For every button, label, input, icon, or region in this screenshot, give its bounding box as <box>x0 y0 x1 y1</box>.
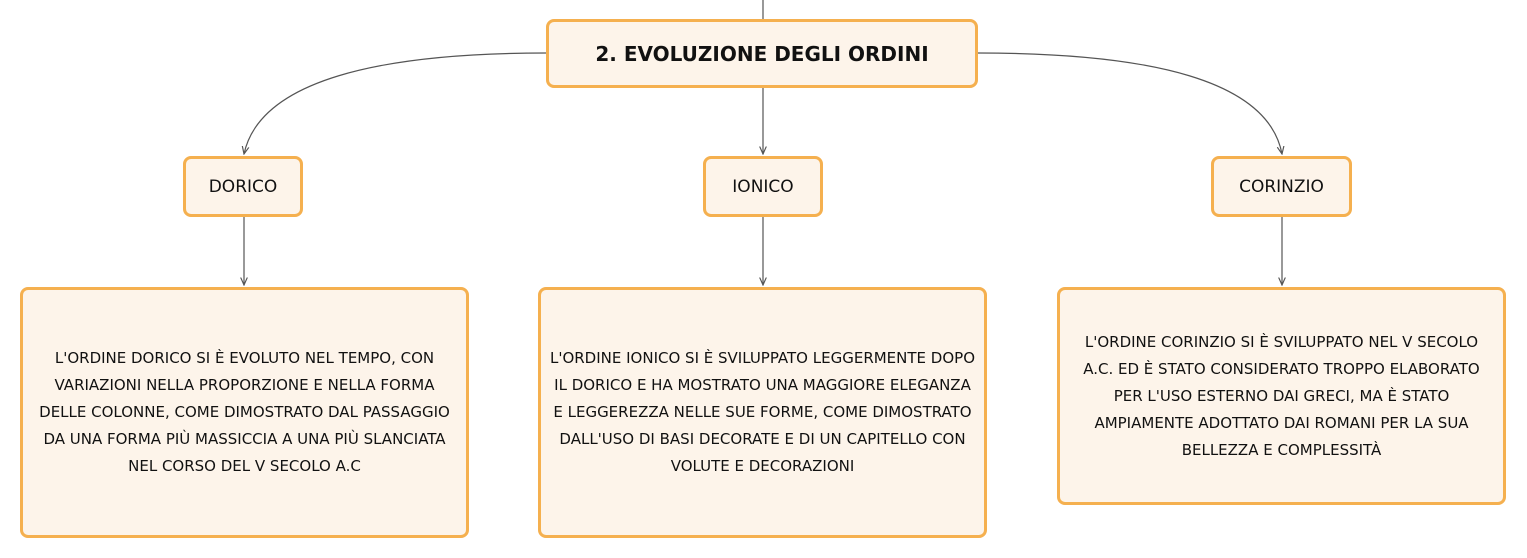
description-text: L'ORDINE CORINZIO SI È SVILUPPATO NEL V SECOLO A.C. ED È STATO CONSIDERATO TROPPO ELABORATO PER L'USO ESTERNO DAI GRECI, MA È STATO AMPIAMENTE ADOTTATO DAI ROMANI PER LA SUA BELLEZZA E COMPLESSITÀ <box>1083 332 1480 459</box>
branch-node-corinzio[interactable] <box>1211 156 1352 217</box>
branch-node-dorico[interactable] <box>183 156 303 217</box>
branch-node-ionico[interactable] <box>703 156 823 217</box>
description-node-corinzio[interactable] <box>1057 287 1506 505</box>
description-text: L'ORDINE IONICO SI È SVILUPPATO LEGGERMENTE DOPO IL DORICO E HA MOSTRATO UNA MAGGIORE ELEGANZA E LEGGEREZZA NELLE SUE FORME, COME DIMOSTRATO DALL'USO DI BASI DECORATE E DI UN CAPITELLO CON VOLUTE E DECORAZIONI <box>549 349 976 475</box>
description-node-ionico[interactable] <box>538 287 987 538</box>
connector-root-corinzio <box>978 53 1282 154</box>
description-text: L'ORDINE DORICO SI È EVOLUTO NEL TEMPO, CON VARIAZIONI NELLA PROPORZIONE E NELLA FORMA DELLE COLONNE, COME DIMOSTRATO DAL PASSAGGIO DA UNA FORMA PIÙ MASSICCIA A UNA PIÙ SLANCIATA NEL CORSO DEL V SECOLO A.C <box>39 349 450 475</box>
branch-node-label: IONICO <box>732 176 794 197</box>
root-node[interactable] <box>546 19 978 88</box>
description-node-dorico[interactable] <box>20 287 469 538</box>
branch-node-label: CORINZIO <box>1239 176 1324 197</box>
branch-node-label: DORICO <box>208 176 278 197</box>
root-node-label: 2. EVOLUZIONE DEGLI ORDINI <box>595 41 929 66</box>
connector-root-dorico <box>244 53 546 154</box>
